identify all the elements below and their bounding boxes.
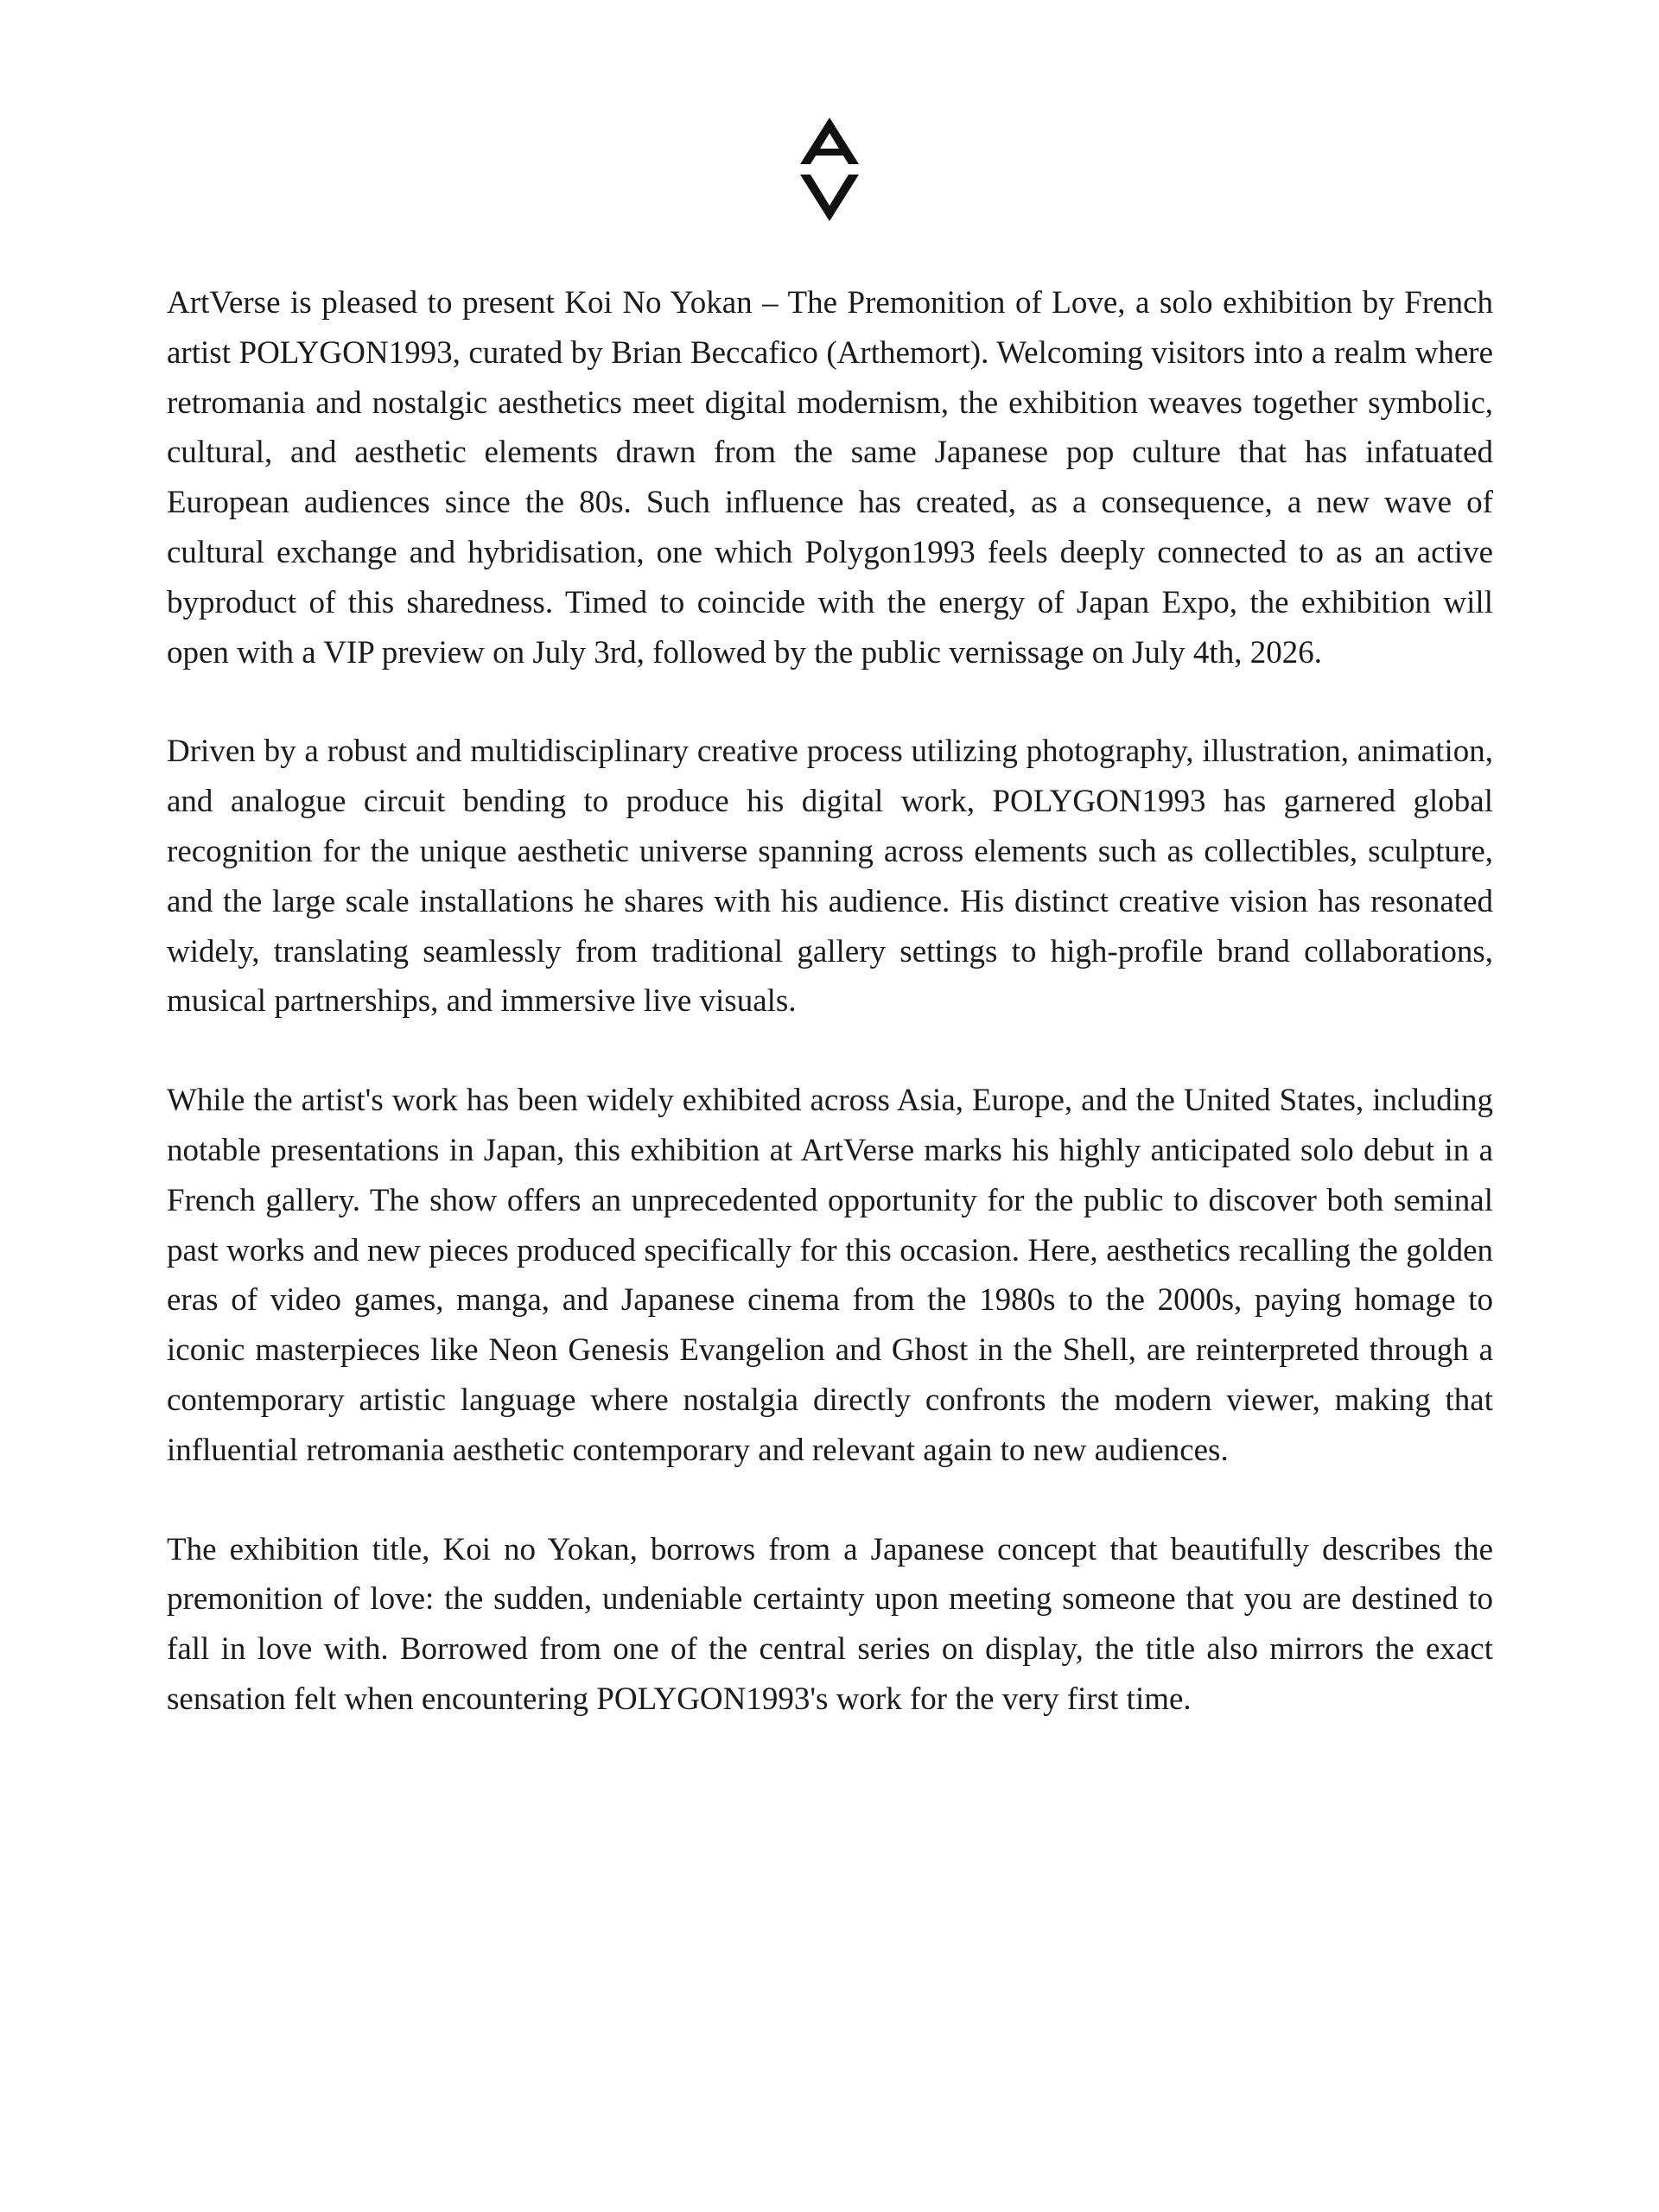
paragraph-intro: ArtVerse is pleased to present Koi No Yokan – The Premonition of Love, a solo exhibition by French artist POLYGON1993, curated by Brian Beccafico (Arthemort). Welcoming visitors into a realm where retromania and nostalgic aesthetics meet digital modernism, the exhibition weaves together symbolic, cultural, and aesthetic elements drawn from the same Japanese pop culture that has infatuated European audiences since the 80s. Such influence has created, as a consequence, a new wave of cultural exchange and hybridisation, one which Polygon1993 feels deeply connected to as an active byproduct of this sharedness. Timed to coincide with the energy of Japan Expo, the exhibition will open with a VIP preview on July 3rd, followed by the public vernissage on July 4th, 2026. — [167, 285, 1493, 671]
av-monogram-icon — [800, 118, 859, 221]
paragraph-title-meaning: The exhibition title, Koi no Yokan, borrows from a Japanese concept that beautifully describes the premonition of love: the sudden, undeniable certainty upon meeting someone that you are destined to fall in love with. Borrowed from one of the central series on display, the title also mirrors the exact sensation felt when encountering POLYGON1993's work for the very first time. — [167, 1531, 1493, 1717]
paragraph-artist-process: Driven by a robust and multidisciplinary creative process utilizing photography, illustration, animation, and analogue circuit bending to produce his digital work, POLYGON1993 has garnered global recognition for the unique aesthetic universe spanning across elements such as collectibles, sculpture, and the large scale installations he shares with his audience. His distinct creative vision has resonated widely, translating seamlessly from traditional gallery settings to high-profile brand collaborations, musical partnerships, and immersive live visuals. — [167, 734, 1493, 1020]
paragraph-exhibition-history: While the artist's work has been widely exhibited across Asia, Europe, and the United States, including notable presentations in Japan, this exhibition at ArtVerse marks his highly anticipated solo debut in a French gallery. The show offers an unprecedented opportunity for the public to discover both seminal past works and new pieces produced specifically for this occasion. Here, aesthetics recalling the golden eras of video games, manga, and Japanese cinema from the 1980s to the 2000s, paying homage to iconic masterpieces like Neon Genesis Evangelion and Ghost in the Shell, are reinterpreted through a contemporary artistic language where nostalgia directly confronts the modern viewer, making that influential retromania aesthetic contemporary and relevant again to new audiences. — [167, 1083, 1493, 1468]
press-release-body — [167, 278, 1493, 1774]
